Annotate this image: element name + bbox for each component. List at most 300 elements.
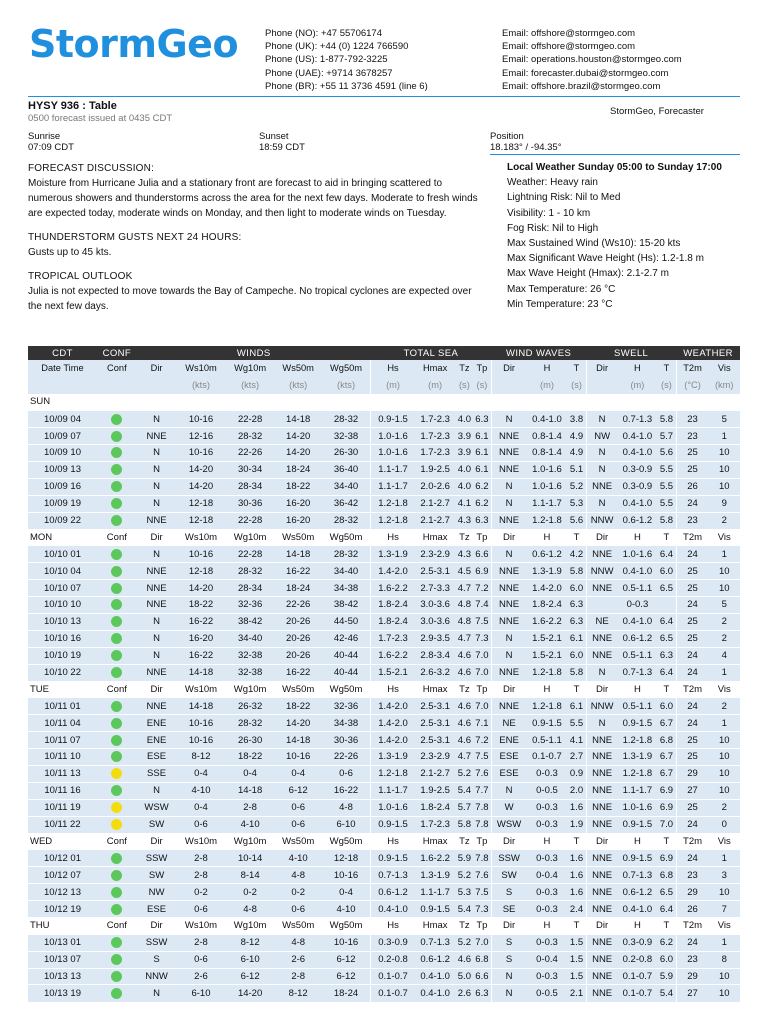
table-cell: NNE — [586, 884, 617, 901]
table-cell: 6.2 — [657, 934, 676, 951]
table-cell: NNE — [491, 512, 527, 529]
table-cell: 6.1 — [473, 428, 491, 445]
table-cell: 0-0.5 — [527, 985, 568, 1002]
table-cell: SE — [491, 901, 527, 918]
table-cell: 10/13 07 — [28, 951, 97, 968]
table-cell: 1.7-2.3 — [415, 444, 456, 461]
table-cell: 5 — [708, 596, 740, 613]
table-cell: 10-16 — [322, 934, 371, 951]
table-cell: 18-22 — [275, 478, 322, 495]
header-cell: Dir — [491, 360, 527, 377]
conf-cell — [97, 748, 137, 765]
header-cell: Tp — [473, 360, 491, 377]
table-cell: 2.5-3.1 — [415, 715, 456, 732]
email-list — [502, 27, 682, 93]
table-cell: 0.6-1.2 — [415, 951, 456, 968]
table-cell: 1 — [708, 850, 740, 867]
table-row — [28, 495, 740, 512]
table-cell: 32-36 — [226, 596, 275, 613]
table-cell: 6-12 — [226, 968, 275, 985]
table-cell: NNE — [491, 613, 527, 630]
table-cell: NNE — [586, 850, 617, 867]
table-row — [28, 985, 740, 1002]
table-cell: 25 — [676, 613, 708, 630]
table-cell: 10 — [708, 461, 740, 478]
unit-cell: (kts) — [322, 377, 371, 394]
table-cell: 7 — [708, 901, 740, 918]
table-cell: 2.3-2.9 — [415, 546, 456, 563]
local-weather-line: Max Temperature: 26 °C — [507, 283, 616, 295]
table-cell: 3.9 — [456, 444, 474, 461]
header-cell: Hs — [371, 917, 415, 934]
conf-cell — [97, 411, 137, 428]
table-cell: 14-18 — [275, 546, 322, 563]
table-cell: 1.3-1.9 — [371, 546, 415, 563]
table-cell: 10-16 — [322, 867, 371, 884]
confidence-dot-icon — [111, 447, 122, 458]
table-cell: 5.6 — [567, 512, 586, 529]
header-cell: Tp — [473, 833, 491, 850]
table-cell: 1.1-1.7 — [527, 495, 568, 512]
table-cell: N — [137, 782, 177, 799]
table-cell: 0.7-1.3 — [371, 867, 415, 884]
table-cell: 1.4-2.0 — [371, 698, 415, 715]
table-cell: ENE — [137, 732, 177, 749]
header-cell: Wg10m — [226, 529, 275, 546]
position-value: 18.183° / -94.35° — [490, 142, 562, 153]
header-cell: Vis — [708, 681, 740, 698]
table-cell: 0-2 — [226, 884, 275, 901]
header-cell: Tz — [456, 917, 474, 934]
table-cell: 5.9 — [657, 968, 676, 985]
table-cell: 10/11 13 — [28, 765, 97, 782]
table-cell: 23 — [676, 951, 708, 968]
table-cell: 16-22 — [275, 563, 322, 580]
table-cell: 0-2 — [275, 884, 322, 901]
table-cell: 6.1 — [473, 444, 491, 461]
table-cell: 0.4-1.0 — [415, 985, 456, 1002]
local-weather-line: Max Sustained Wind (Ws10): 15-20 kts — [507, 238, 681, 250]
unit-cell: (kts) — [226, 377, 275, 394]
local-weather-line: Max Wave Height (Hmax): 2.1-2.7 m — [507, 268, 669, 280]
table-cell: 1.1-1.7 — [415, 884, 456, 901]
table-cell: SSE — [137, 765, 177, 782]
table-cell: NNE — [586, 816, 617, 833]
table-cell: 24 — [676, 698, 708, 715]
table-row — [28, 951, 740, 968]
table-cell: 10 — [708, 985, 740, 1002]
table-cell: 5.3 — [456, 884, 474, 901]
table-cell: 14-18 — [176, 698, 225, 715]
table-cell: 4.1 — [567, 732, 586, 749]
table-cell: 0.1-0.7 — [371, 985, 415, 1002]
table-cell: NE — [586, 613, 617, 630]
table-cell: 0.5-1.1 — [618, 647, 658, 664]
table-cell: 2.7 — [567, 748, 586, 765]
table-cell: 10/12 07 — [28, 867, 97, 884]
table-cell: 7.5 — [473, 613, 491, 630]
table-cell: 10 — [708, 563, 740, 580]
table-cell: 1.8-2.4 — [527, 596, 568, 613]
table-cell: 20-26 — [275, 647, 322, 664]
table-cell: S — [491, 884, 527, 901]
header-cell: Vis — [708, 833, 740, 850]
confidence-dot-icon — [111, 785, 122, 796]
header-cell: Wg50m — [322, 681, 371, 698]
header-cell: T — [567, 833, 586, 850]
confidence-dot-icon — [111, 904, 122, 915]
header-cell: Dir — [586, 529, 617, 546]
table-cell: 12-18 — [176, 563, 225, 580]
email-uae[interactable]: Email: forecaster.dubai@stormgeo.com — [502, 67, 669, 79]
local-weather-line: Weather: Heavy rain — [507, 177, 598, 189]
header-cell: Wg10m — [226, 360, 275, 377]
table-cell: 1.1-1.7 — [371, 782, 415, 799]
table-cell: N — [137, 546, 177, 563]
table-cell: 18-22 — [275, 698, 322, 715]
table-cell: 5.1 — [567, 461, 586, 478]
table-cell: 6-12 — [322, 968, 371, 985]
table-cell: 7.8 — [473, 799, 491, 816]
table-cell: 6.4 — [657, 546, 676, 563]
table-cell: 22-26 — [275, 596, 322, 613]
unit-cell: (m) — [618, 377, 658, 394]
header-cell: Ws10m — [176, 917, 225, 934]
header-cell: Date Time — [28, 360, 97, 377]
table-cell: 7.4 — [473, 596, 491, 613]
table-cell: 1.2-1.8 — [618, 765, 658, 782]
confidence-dot-icon — [111, 583, 122, 594]
table-cell: 6.9 — [657, 799, 676, 816]
table-cell: 0-0.3 — [618, 596, 658, 613]
table-cell: NNE — [137, 563, 177, 580]
confidence-dot-icon — [111, 937, 122, 948]
header-cell: H — [527, 529, 568, 546]
phone-uk: Phone (UK): +44 (0) 1224 766590 — [265, 41, 409, 53]
header-cell: Wg10m — [226, 917, 275, 934]
table-row — [28, 630, 740, 647]
table-row — [28, 850, 740, 867]
confidence-dot-icon — [111, 819, 122, 830]
table-cell: SW — [137, 816, 177, 833]
table-cell: N — [491, 630, 527, 647]
table-cell: 24 — [676, 596, 708, 613]
table-cell: 10-16 — [275, 748, 322, 765]
table-cell: 2.0-2.6 — [415, 478, 456, 495]
table-cell: 10/11 10 — [28, 748, 97, 765]
phone-list — [265, 27, 428, 93]
table-cell: 10/11 22 — [28, 816, 97, 833]
table-cell: 4.9 — [567, 428, 586, 445]
header-cell: Ws50m — [275, 833, 322, 850]
table-cell: 0.4-1.0 — [618, 428, 658, 445]
unit-cell: (m) — [371, 377, 415, 394]
sunset-label: Sunset — [259, 131, 289, 142]
table-cell: NNE — [586, 968, 617, 985]
header-cell: T — [567, 917, 586, 934]
table-cell: 6.8 — [657, 732, 676, 749]
table-cell: 2.3-2.9 — [415, 748, 456, 765]
table-cell: 6.5 — [657, 580, 676, 597]
day-label: SUN — [28, 394, 740, 411]
table-cell: N — [137, 495, 177, 512]
table-cell: NNE — [491, 664, 527, 681]
table-cell: 3 — [708, 867, 740, 884]
table-cell: 23 — [676, 411, 708, 428]
table-cell — [586, 596, 617, 613]
table-row — [28, 613, 740, 630]
table-cell: 6.0 — [567, 647, 586, 664]
table-cell: 7.6 — [473, 765, 491, 782]
table-cell: 2.1 — [567, 985, 586, 1002]
header-cell: H — [618, 917, 658, 934]
header-cell: Ws50m — [275, 529, 322, 546]
table-row — [28, 444, 740, 461]
sunrise-label: Sunrise — [28, 131, 61, 142]
header-cell: Dir — [491, 917, 527, 934]
table-cell: 0.4-1.0 — [618, 444, 658, 461]
table-cell: 5.2 — [456, 867, 474, 884]
table-cell: 7.6 — [473, 867, 491, 884]
unit-cell: (s) — [657, 377, 676, 394]
table-cell: 32-38 — [226, 664, 275, 681]
conf-cell — [97, 664, 137, 681]
table-cell: 32-38 — [322, 428, 371, 445]
table-cell: 2-8 — [176, 867, 225, 884]
confidence-dot-icon — [111, 718, 122, 729]
email-uk[interactable]: Email: offshore@stormgeo.com — [502, 41, 636, 53]
table-cell: 44-50 — [322, 613, 371, 630]
table-cell: 23 — [676, 867, 708, 884]
table-cell: 1.5-2.1 — [371, 664, 415, 681]
table-cell: 4.6 — [456, 647, 474, 664]
conf-cell — [97, 580, 137, 597]
table-cell: 10/09 10 — [28, 444, 97, 461]
table-cell: ESE — [491, 748, 527, 765]
table-cell: N — [137, 985, 177, 1002]
table-cell: 1.6 — [567, 884, 586, 901]
confidence-dot-icon — [111, 971, 122, 982]
confidence-dot-icon — [111, 870, 122, 881]
table-row — [28, 647, 740, 664]
header-cell: Hmax — [415, 681, 456, 698]
table-cell: 1.0-1.6 — [618, 799, 658, 816]
table-cell: 4.3 — [456, 546, 474, 563]
table-cell: 1.6-2.2 — [371, 647, 415, 664]
header-cell: Tz — [456, 833, 474, 850]
table-cell: 2.0 — [567, 782, 586, 799]
table-cell: NNW — [586, 512, 617, 529]
table-cell: 4.1 — [456, 495, 474, 512]
sunset-block — [259, 131, 305, 153]
email-br[interactable]: Email: offshore.brazil@stormgeo.com — [502, 80, 661, 92]
table-cell: 5.5 — [657, 478, 676, 495]
table-cell: NNE — [137, 664, 177, 681]
table-cell: 0.6-1.2 — [618, 884, 658, 901]
header-cell: Ws10m — [176, 833, 225, 850]
header-cell: Dir — [491, 529, 527, 546]
table-cell: 28-34 — [226, 580, 275, 597]
table-cell: 10/10 01 — [28, 546, 97, 563]
email-us[interactable]: Email: operations.houston@stormgeo.com — [502, 54, 682, 66]
table-cell: 0.6-1.2 — [371, 884, 415, 901]
table-cell: 6.7 — [657, 765, 676, 782]
table-cell: 1.2-1.8 — [527, 512, 568, 529]
table-cell: 0.4-1.0 — [618, 563, 658, 580]
table-cell: 23 — [676, 512, 708, 529]
table-cell: 3.0-3.6 — [415, 596, 456, 613]
table-cell: 36-42 — [322, 495, 371, 512]
header-cell: H — [527, 360, 568, 377]
table-cell: 38-42 — [226, 613, 275, 630]
table-cell: N — [491, 411, 527, 428]
header-cell: T — [567, 529, 586, 546]
table-row — [28, 596, 740, 613]
table-cell: 1.5 — [567, 951, 586, 968]
table-cell: 26 — [676, 478, 708, 495]
table-cell: 6.2 — [473, 495, 491, 512]
table-cell: 10-16 — [176, 546, 225, 563]
table-cell: 22-26 — [226, 444, 275, 461]
table-cell: NNE — [586, 630, 617, 647]
table-row — [28, 580, 740, 597]
table-cell: 5.8 — [657, 512, 676, 529]
table-cell: 38-42 — [322, 596, 371, 613]
table-cell: 1.8-2.4 — [371, 596, 415, 613]
table-cell: 7.0 — [473, 664, 491, 681]
conf-cell — [97, 816, 137, 833]
table-cell: 4.6 — [456, 698, 474, 715]
phone-no: Phone (NO): +47 55706174 — [265, 28, 382, 39]
conf-cell — [97, 782, 137, 799]
table-cell: 0.2-0.8 — [618, 951, 658, 968]
table-cell: 25 — [676, 444, 708, 461]
table-cell: 22-28 — [226, 546, 275, 563]
table-cell: 5.3 — [567, 495, 586, 512]
email-no[interactable]: Email: offshore@stormgeo.com — [502, 28, 636, 39]
table-cell: 6.9 — [657, 850, 676, 867]
table-cell: 1.0-1.6 — [371, 428, 415, 445]
conf-cell — [97, 630, 137, 647]
table-cell: 10-16 — [176, 715, 225, 732]
table-cell: 1.2-1.8 — [371, 512, 415, 529]
table-cell: 0-6 — [176, 816, 225, 833]
sunrise-value: 07:09 CDT — [28, 142, 74, 153]
table-cell: 22-28 — [226, 512, 275, 529]
table-cell: 14-20 — [275, 444, 322, 461]
header-cell: Dir — [491, 681, 527, 698]
table-cell: 30-34 — [226, 461, 275, 478]
unit-cell: (s) — [473, 377, 491, 394]
table-cell: 20-26 — [275, 630, 322, 647]
table-cell: NNE — [586, 732, 617, 749]
table-row — [28, 799, 740, 816]
table-cell: 34-40 — [226, 630, 275, 647]
table-cell: 14-18 — [275, 732, 322, 749]
table-cell: 0-2 — [176, 884, 225, 901]
conf-cell — [97, 495, 137, 512]
table-cell: ESE — [491, 765, 527, 782]
table-cell: 0-0.5 — [527, 782, 568, 799]
sunset-value: 18:59 CDT — [259, 142, 305, 153]
header-cell: Vis — [708, 917, 740, 934]
table-cell: N — [586, 461, 617, 478]
table-row — [28, 478, 740, 495]
table-cell: NW — [137, 884, 177, 901]
table-cell: SSW — [137, 934, 177, 951]
table-cell: 5.5 — [657, 495, 676, 512]
header-cell: Dir — [137, 529, 177, 546]
confidence-dot-icon — [111, 599, 122, 610]
table-cell: 1.2-1.8 — [371, 765, 415, 782]
header-cell: Ws50m — [275, 681, 322, 698]
table-cell: NNE — [491, 698, 527, 715]
header-cell: Ws10m — [176, 360, 225, 377]
table-cell: 24 — [676, 664, 708, 681]
table-cell: 4.6 — [456, 732, 474, 749]
table-cell: N — [491, 495, 527, 512]
position-label: Position — [490, 131, 524, 142]
header-cell: THU — [28, 917, 97, 934]
table-cell: 0-0.3 — [527, 968, 568, 985]
table-cell: 6.3 — [473, 985, 491, 1002]
table-cell: 10-16 — [176, 732, 225, 749]
table-cell: 10/09 13 — [28, 461, 97, 478]
table-cell: 0.1-0.7 — [527, 748, 568, 765]
local-weather-panel — [507, 160, 737, 312]
table-cell: NNW — [586, 563, 617, 580]
table-cell: 10/11 01 — [28, 698, 97, 715]
table-cell: 42-46 — [322, 630, 371, 647]
table-cell: NNE — [137, 698, 177, 715]
table-cell: 6.5 — [657, 630, 676, 647]
table-cell: 2.5-3.1 — [415, 732, 456, 749]
conf-cell — [97, 715, 137, 732]
table-cell: 16-20 — [275, 512, 322, 529]
phone-us: Phone (US): 1-877-792-3225 — [265, 54, 388, 66]
conf-cell — [97, 951, 137, 968]
table-cell: 10/12 13 — [28, 884, 97, 901]
header-cell: H — [527, 833, 568, 850]
local-weather-line: Lightning Risk: Nil to Med — [507, 192, 621, 204]
table-cell: 1.3-1.9 — [618, 748, 658, 765]
header-cell: WED — [28, 833, 97, 850]
table-cell: 1.8-2.4 — [371, 613, 415, 630]
table-cell: 0.1-0.7 — [618, 968, 658, 985]
header-cell: Conf — [97, 529, 137, 546]
conf-cell — [97, 867, 137, 884]
confidence-dot-icon — [111, 481, 122, 492]
table-cell: 10/10 13 — [28, 613, 97, 630]
table-cell: 2-8 — [176, 934, 225, 951]
table-cell: 24 — [676, 546, 708, 563]
column-group-weather: WEATHER — [676, 346, 740, 360]
table-cell: 10 — [708, 732, 740, 749]
table-cell: S — [491, 934, 527, 951]
table-cell: N — [586, 715, 617, 732]
table-cell: 4.0 — [456, 411, 474, 428]
table-cell: 10/09 19 — [28, 495, 97, 512]
conf-cell — [97, 732, 137, 749]
table-cell: 0-6 — [322, 765, 371, 782]
conf-cell — [97, 461, 137, 478]
table-cell: N — [137, 630, 177, 647]
confidence-dot-icon — [111, 566, 122, 577]
table-cell: 1.6-2.2 — [527, 613, 568, 630]
table-cell: 0-0.3 — [527, 765, 568, 782]
table-cell: NNE — [586, 934, 617, 951]
table-cell: 12-18 — [322, 850, 371, 867]
